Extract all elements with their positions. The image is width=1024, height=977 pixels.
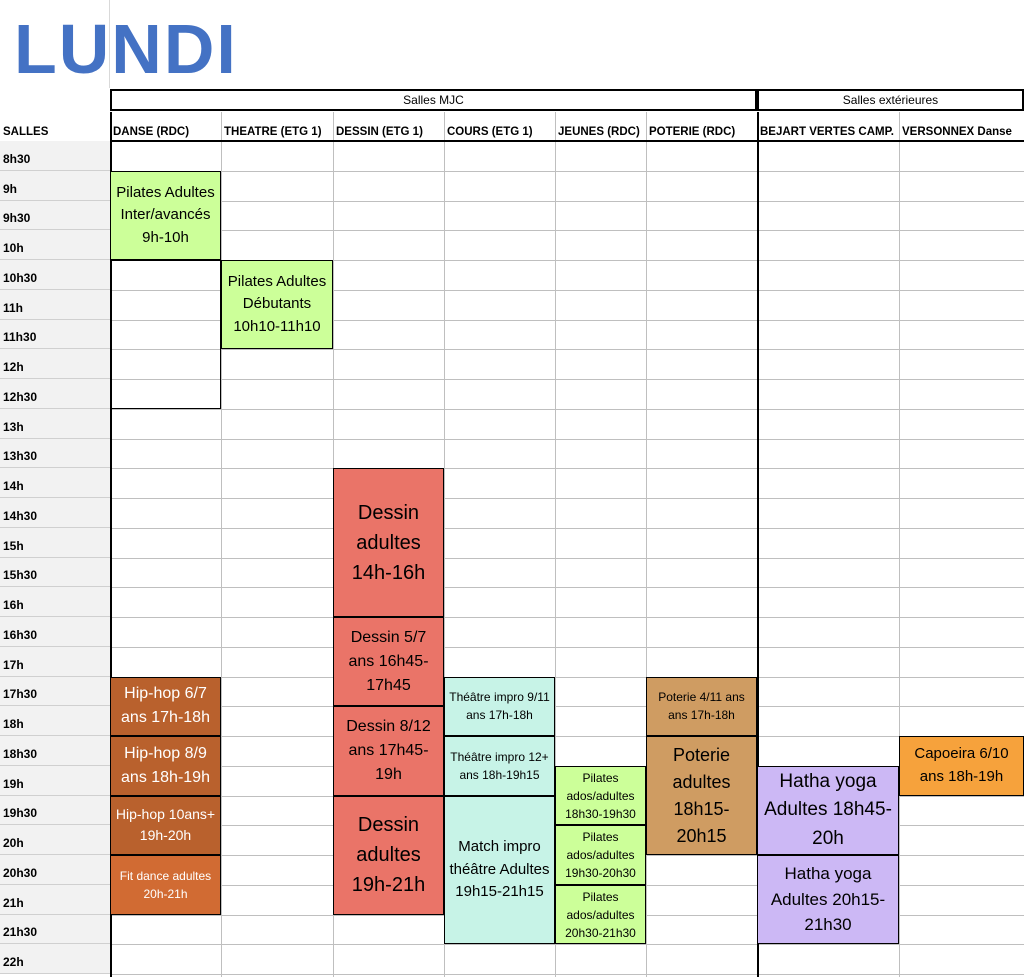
time-label: 13h xyxy=(0,409,110,439)
event-label: Hatha yoga Adultes 18h45-20h xyxy=(764,770,892,849)
time-label: 19h30 xyxy=(0,796,110,826)
grid-line-h xyxy=(110,974,1024,975)
time-label: 11h xyxy=(0,290,110,320)
time-label: 14h xyxy=(0,468,110,498)
page-title: LUNDI xyxy=(14,10,238,88)
time-label: 22h xyxy=(0,944,110,974)
event-block[interactable] xyxy=(555,766,646,826)
event-label: Théâtre impro 9/11 ans 17h-18h xyxy=(449,690,550,723)
grid-line-h xyxy=(110,944,1024,945)
time-label: 15h xyxy=(0,528,110,558)
event-block[interactable] xyxy=(555,885,646,945)
time-label: 13h30 xyxy=(0,439,110,469)
grid-line-h xyxy=(110,647,1024,648)
event-block[interactable] xyxy=(646,677,757,737)
grid-line-h xyxy=(110,498,1024,499)
event-label: Hip-hop 10ans+ 19h-20h xyxy=(115,806,216,844)
salles-label: SALLES xyxy=(3,126,49,138)
grid-line-h xyxy=(110,468,1024,469)
event-label: Match impro théâtre Adultes 19h15-21h15 xyxy=(449,838,550,901)
event-label: Hip-hop 6/7 ans 17h-18h xyxy=(121,685,210,727)
event-label: Dessin 5/7 ans 16h45-17h45 xyxy=(348,628,429,694)
room-header: JEUNES (RDC) xyxy=(558,126,640,138)
event-block[interactable] xyxy=(110,677,221,737)
event-label: Pilates ados/adultes 20h30-21h30 xyxy=(565,889,636,940)
event-block[interactable] xyxy=(757,855,899,944)
grid-line-h xyxy=(110,617,1024,618)
time-label: 16h30 xyxy=(0,617,110,647)
event-label: Pilates ados/adultes 18h30-19h30 xyxy=(565,770,636,821)
time-label: 14h30 xyxy=(0,498,110,528)
room-header: VERSONNEX Danse xyxy=(902,126,1012,138)
room-header: COURS (ETG 1) xyxy=(447,126,533,138)
grid-line-h xyxy=(110,528,1024,529)
grid-line-h xyxy=(110,379,1024,380)
room-header: DESSIN (ETG 1) xyxy=(336,126,423,138)
time-label: 21h xyxy=(0,885,110,915)
grid-line-h xyxy=(110,587,1024,588)
group-header: Salles MJC xyxy=(110,89,757,111)
event-label: Théâtre impro 12+ ans 18h-19h15 xyxy=(450,749,549,782)
event-label: Dessin adultes 14h-16h xyxy=(351,501,426,584)
time-label: 8h30 xyxy=(0,141,110,171)
event-block[interactable] xyxy=(333,796,444,915)
empty-slot xyxy=(110,260,221,409)
event-label: Poterie 4/11 ans ans 17h-18h xyxy=(658,690,745,723)
time-label: 12h xyxy=(0,349,110,379)
group-header: Salles extérieures xyxy=(757,89,1024,111)
event-label: Fit dance adultes 20h-21h xyxy=(119,868,212,901)
event-label: Pilates Adultes Débutants 10h10-11h10 xyxy=(227,272,327,335)
event-block[interactable] xyxy=(110,855,221,915)
grid-line-v xyxy=(221,112,222,977)
time-label: 21h30 xyxy=(0,915,110,945)
event-block[interactable] xyxy=(444,736,555,796)
event-block[interactable] xyxy=(110,736,221,796)
event-label: Capoeira 6/10 ans 18h-19h xyxy=(914,745,1009,785)
event-block[interactable] xyxy=(757,766,899,855)
event-block[interactable] xyxy=(555,825,646,885)
grid-line-h xyxy=(110,706,1024,707)
time-label: 12h30 xyxy=(0,379,110,409)
grid-line-h xyxy=(110,558,1024,559)
time-label: 10h30 xyxy=(0,260,110,290)
room-header: DANSE (RDC) xyxy=(113,126,190,138)
grid-line-h xyxy=(110,736,1024,737)
room-header: POTERIE (RDC) xyxy=(649,126,736,138)
time-label: 19h xyxy=(0,766,110,796)
time-label: 20h30 xyxy=(0,855,110,885)
grid-line-h xyxy=(110,349,1024,350)
time-label: 17h xyxy=(0,647,110,677)
event-block[interactable] xyxy=(110,796,221,856)
event-block[interactable] xyxy=(221,260,333,349)
event-block[interactable] xyxy=(333,468,444,617)
grid-line-h xyxy=(110,677,1024,678)
grid-line-v xyxy=(899,112,900,977)
event-label: Hatha yoga Adultes 20h15-21h30 xyxy=(770,864,886,935)
event-block[interactable] xyxy=(899,736,1024,796)
grid-line-h xyxy=(110,230,1024,231)
event-label: Pilates ados/adultes 19h30-20h30 xyxy=(565,830,636,880)
time-label: 15h30 xyxy=(0,558,110,588)
event-block[interactable] xyxy=(444,796,555,945)
event-label: Dessin adultes 19h-21h xyxy=(351,814,426,896)
event-label: Poterie adultes 18h15-20h15 xyxy=(672,744,731,846)
time-label: 18h30 xyxy=(0,736,110,766)
time-label: 17h30 xyxy=(0,677,110,707)
grid-line-h xyxy=(110,409,1024,410)
event-block[interactable] xyxy=(444,677,555,737)
event-block[interactable] xyxy=(646,736,757,855)
time-label: 20h xyxy=(0,825,110,855)
grid-line-h xyxy=(110,171,1024,172)
event-label: Hip-hop 8/9 ans 18h-19h xyxy=(121,744,210,786)
event-label: Dessin 8/12 ans 17h45-19h xyxy=(346,717,431,783)
time-label: 18h xyxy=(0,706,110,736)
event-label: Pilates Adultes Inter/avancés 9h-10h xyxy=(116,183,215,246)
time-label: 9h xyxy=(0,171,110,201)
event-block[interactable] xyxy=(110,171,221,260)
time-label: 11h30 xyxy=(0,320,110,350)
time-label: 9h30 xyxy=(0,201,110,231)
room-header: BEJART VERTES CAMP. xyxy=(760,126,894,138)
event-block[interactable] xyxy=(333,617,444,706)
room-header: THEATRE (ETG 1) xyxy=(224,126,322,138)
time-label: 16h xyxy=(0,587,110,617)
event-block[interactable] xyxy=(333,706,444,795)
grid-line-h xyxy=(110,201,1024,202)
time-label: 10h xyxy=(0,230,110,260)
grid-line-h xyxy=(110,439,1024,440)
